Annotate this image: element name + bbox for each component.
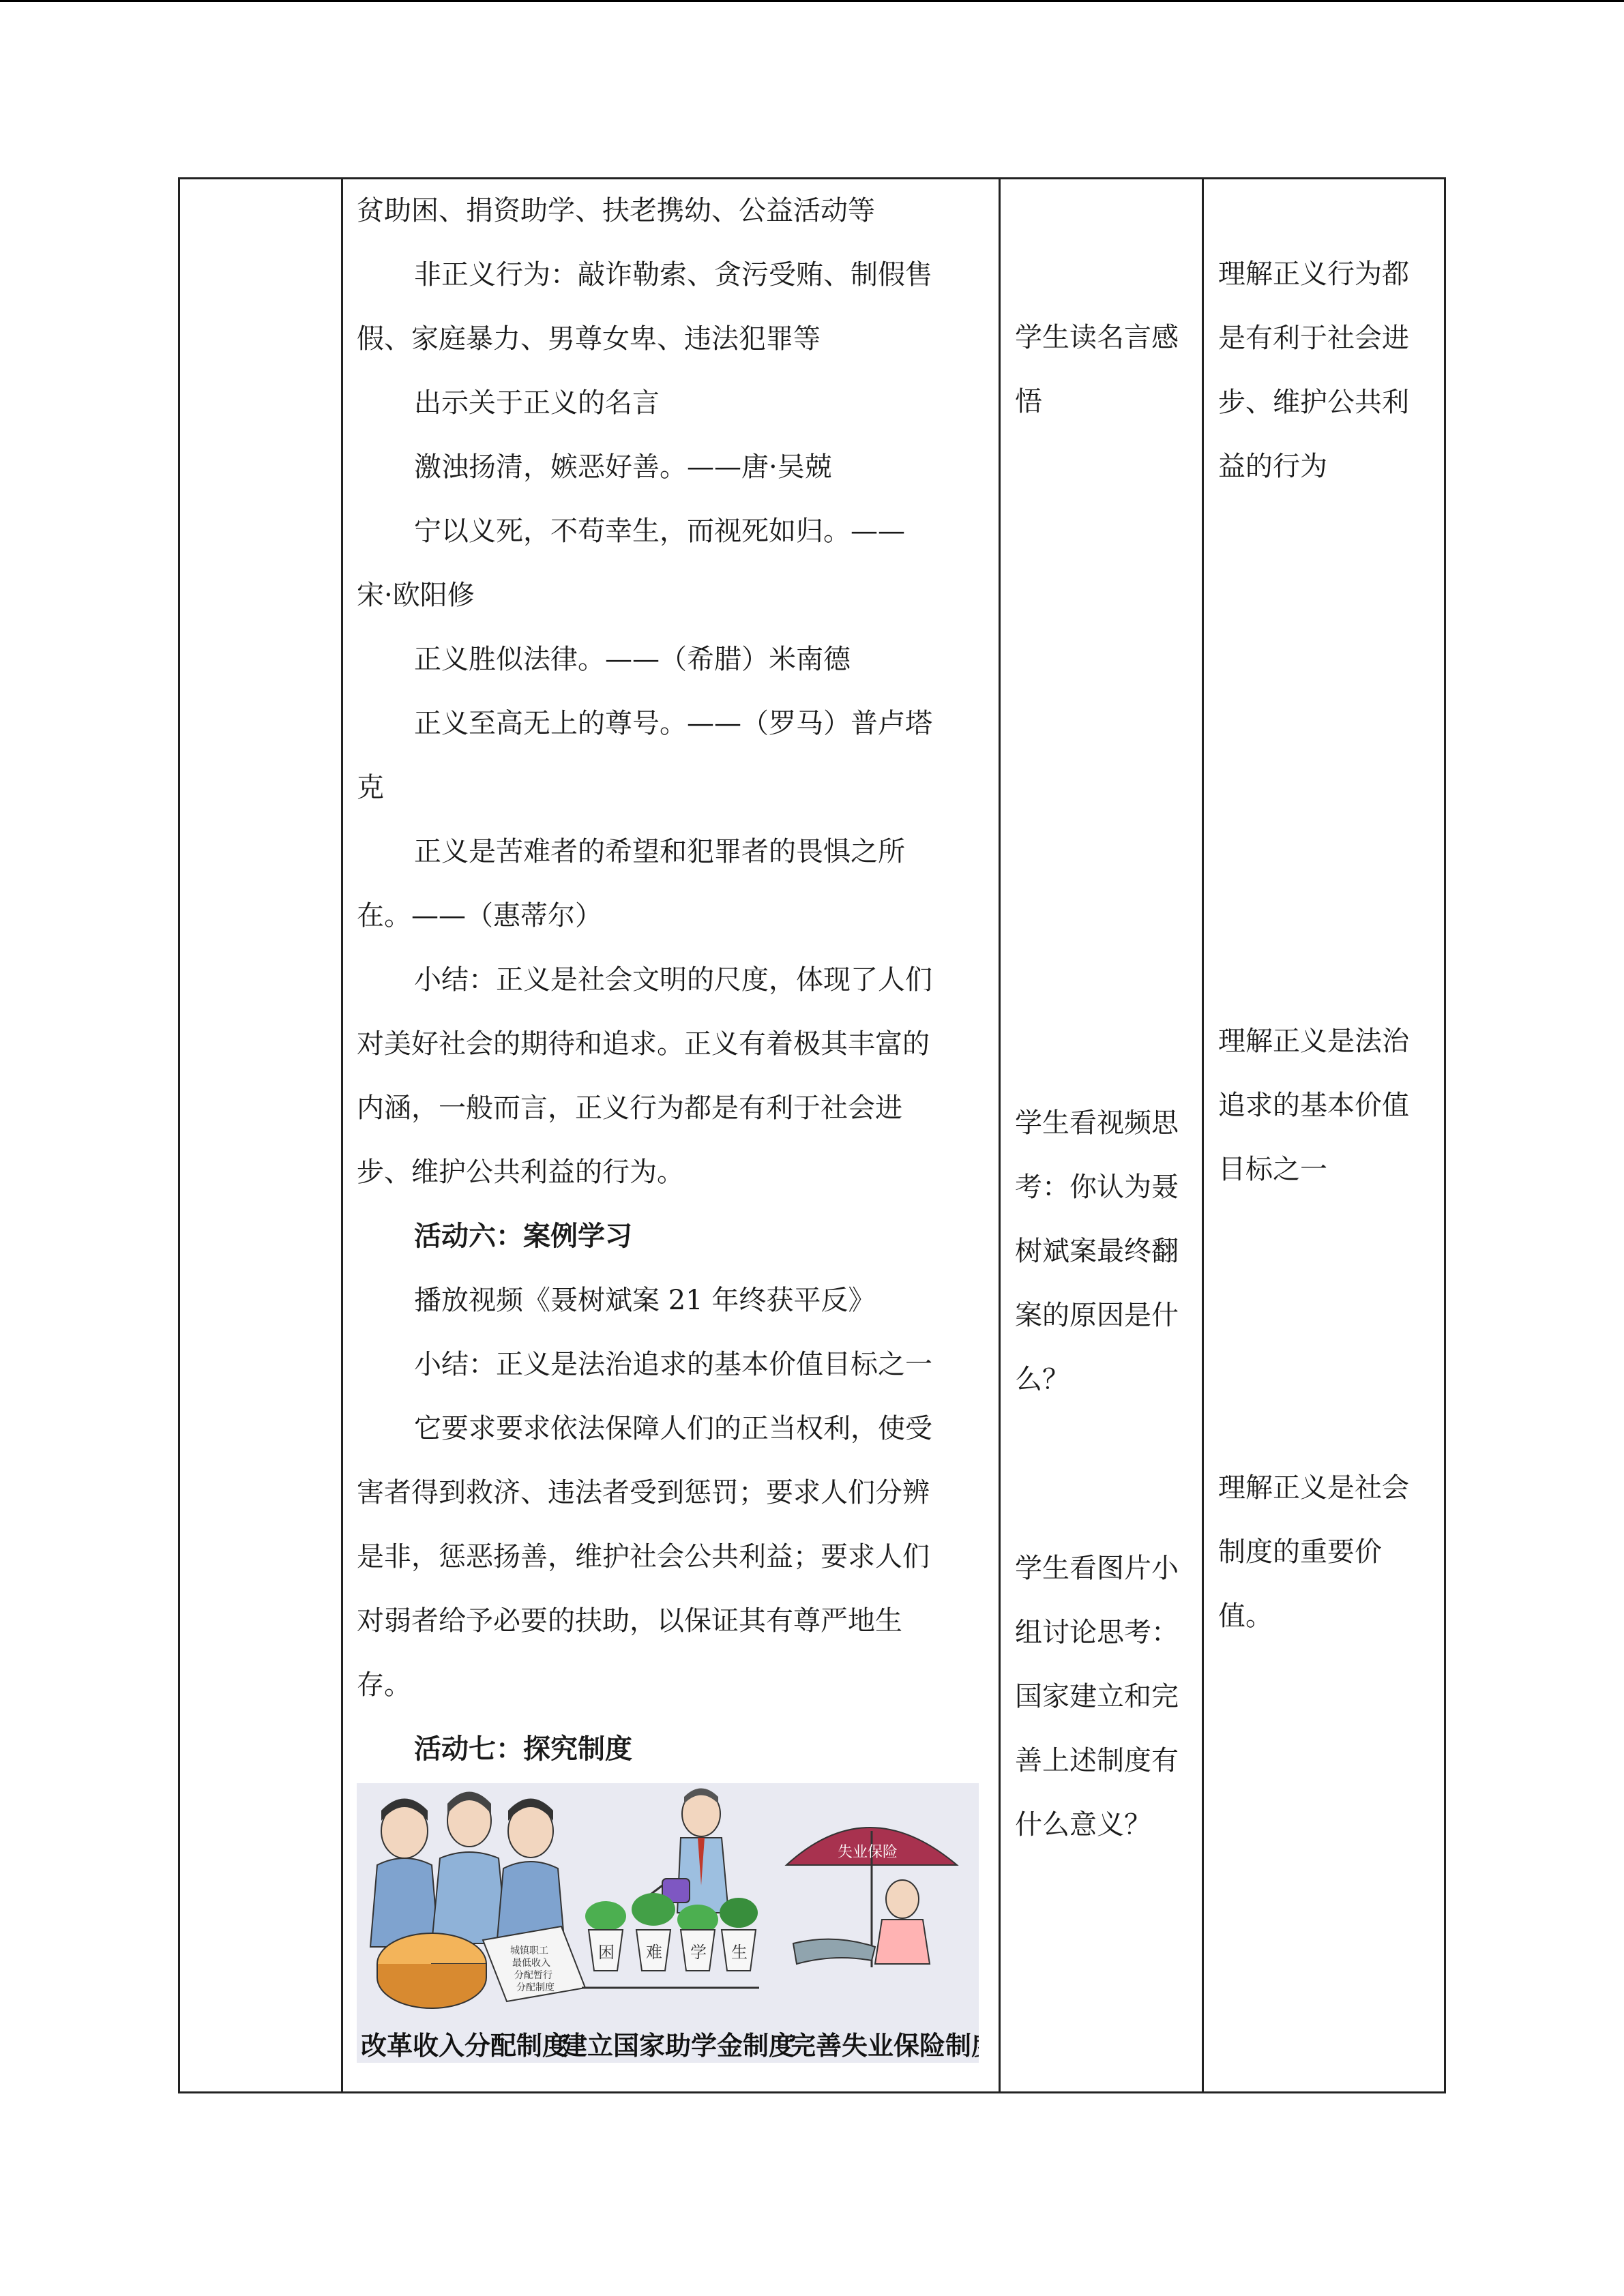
text-line: 假、家庭暴力、男尊女卑、违法犯罪等	[357, 323, 821, 355]
column-divider-3	[1202, 177, 1204, 2093]
purpose-line: 益的行为	[1218, 451, 1327, 482]
summary-line: 对美好社会的期待和追求。正义有着极其丰富的	[357, 1028, 930, 1060]
student-activity-line: 悟	[1015, 386, 1042, 417]
student-activity-line: 案的原因是什	[1015, 1300, 1179, 1331]
purpose-line: 理解正义是社会	[1218, 1472, 1409, 1504]
quote-line: 正义是苦难者的希望和犯罪者的畏惧之所	[414, 836, 905, 867]
student-activity-line: 么？	[1015, 1364, 1069, 1395]
summary-line: 小结：正义是社会文明的尺度，体现了人们	[414, 964, 932, 996]
purpose-block-1	[1218, 242, 1443, 498]
summary-line: 内涵，一般而言，正义行为都是有利于社会进	[357, 1092, 902, 1124]
booklet-text: 最低收入	[512, 1958, 550, 1969]
student-activity-block-1	[1015, 305, 1199, 434]
text-line: 出示关于正义的名言	[414, 387, 660, 419]
booklet-text: 分配暂行	[514, 1970, 552, 1981]
column-divider-1	[341, 177, 343, 2093]
purpose-line: 步、维护公共利	[1218, 387, 1409, 418]
text-line: 贫助困、捐资助学、扶老携幼、公益活动等	[357, 195, 875, 226]
purpose-line: 理解正义是法治	[1218, 1026, 1409, 1057]
purpose-line: 制度的重要价	[1218, 1536, 1382, 1568]
institutions-illustration-art	[357, 1783, 979, 2063]
student-activity-line: 树斌案最终翻	[1015, 1236, 1179, 1267]
teaching-content-column	[357, 179, 984, 1781]
activity-seven-heading: 活动七：探究制度	[414, 1733, 632, 1765]
student-activity-line: 善上述制度有	[1015, 1745, 1179, 1776]
caption-student-aid: 建立国家助学金制度	[561, 2031, 795, 2061]
purpose-block-3	[1218, 1456, 1443, 1648]
quote-line: 宁以义死，不苟幸生，而视死如归。——	[414, 516, 905, 547]
summary-line: 害者得到救济、违法者受到惩罚；要求人们分辨	[357, 1477, 930, 1508]
summary-line: 小结：正义是法治追求的基本价值目标之一	[414, 1349, 932, 1380]
pot-label: 难	[646, 1943, 662, 1962]
quote-line: 克	[357, 772, 384, 803]
summary-line: 对弱者给予必要的扶助，以保证其有尊严地生	[357, 1605, 902, 1637]
student-activity-line: 什么意义？	[1015, 1809, 1151, 1840]
quote-line: 宋·欧阳修	[357, 580, 475, 611]
activity-six-heading: 活动六：案例学习	[414, 1220, 632, 1252]
quote-line: 正义至高无上的尊号。——（罗马）普卢塔	[414, 708, 932, 739]
pot-label: 困	[598, 1943, 615, 1962]
purpose-line: 追求的基本价值	[1218, 1090, 1409, 1121]
student-activity-block-3	[1015, 1536, 1199, 1857]
student-activity-line: 国家建立和完	[1015, 1681, 1179, 1712]
quote-line: 在。——（惠蒂尔）	[357, 900, 602, 931]
student-activity-line: 学生看视频思	[1015, 1107, 1179, 1139]
video-line: 播放视频《聂树斌案 21 年终获平反》	[414, 1285, 876, 1316]
pot-label: 生	[731, 1943, 748, 1962]
student-activity-line: 学生读名言感	[1015, 322, 1179, 353]
booklet-text: 分配制度	[516, 1982, 555, 1993]
purpose-line: 目标之一	[1218, 1154, 1327, 1185]
umbrella-label: 失业保险	[838, 1844, 898, 1861]
column-divider-2	[999, 177, 1001, 2093]
summary-line: 是非，惩恶扬善，维护社会公共利益；要求人们	[357, 1541, 930, 1572]
text-line: 非正义行为：敲诈勒索、贪污受贿、制假售	[414, 259, 932, 290]
pie-illustration	[377, 1933, 486, 2008]
student-activity-block-2	[1015, 1091, 1199, 1412]
institutions-illustration	[357, 1783, 979, 2063]
summary-line: 步、维护公共利益的行为。	[357, 1157, 684, 1188]
purpose-line: 是有利于社会进	[1218, 323, 1409, 354]
three-men-figure	[370, 1792, 565, 1948]
quote-line: 激浊扬清，嫉恶好善。——唐·吴兢	[414, 451, 832, 483]
purpose-line: 值。	[1218, 1600, 1273, 1632]
caption-income-distribution: 改革收入分配制度	[361, 2031, 569, 2061]
caption-unemployment-insurance: 完善失业保险制度	[790, 2031, 979, 2061]
summary-line: 存。	[357, 1669, 411, 1701]
purpose-line: 理解正义行为都	[1218, 258, 1409, 290]
page-top-rule	[0, 0, 1624, 2]
student-activity-line: 学生看图片小	[1015, 1553, 1179, 1584]
pot-label: 学	[690, 1943, 707, 1962]
booklet-text: 城镇职工	[510, 1945, 548, 1956]
purpose-block-2	[1218, 1009, 1443, 1202]
student-activity-line: 考：你认为聂	[1015, 1172, 1179, 1203]
student-activity-line: 组讨论思考：	[1015, 1617, 1179, 1648]
summary-line: 它要求要求依法保障人们的正当权利，使受	[414, 1413, 932, 1444]
quote-line: 正义胜似法律。——（希腊）米南德	[414, 644, 851, 675]
